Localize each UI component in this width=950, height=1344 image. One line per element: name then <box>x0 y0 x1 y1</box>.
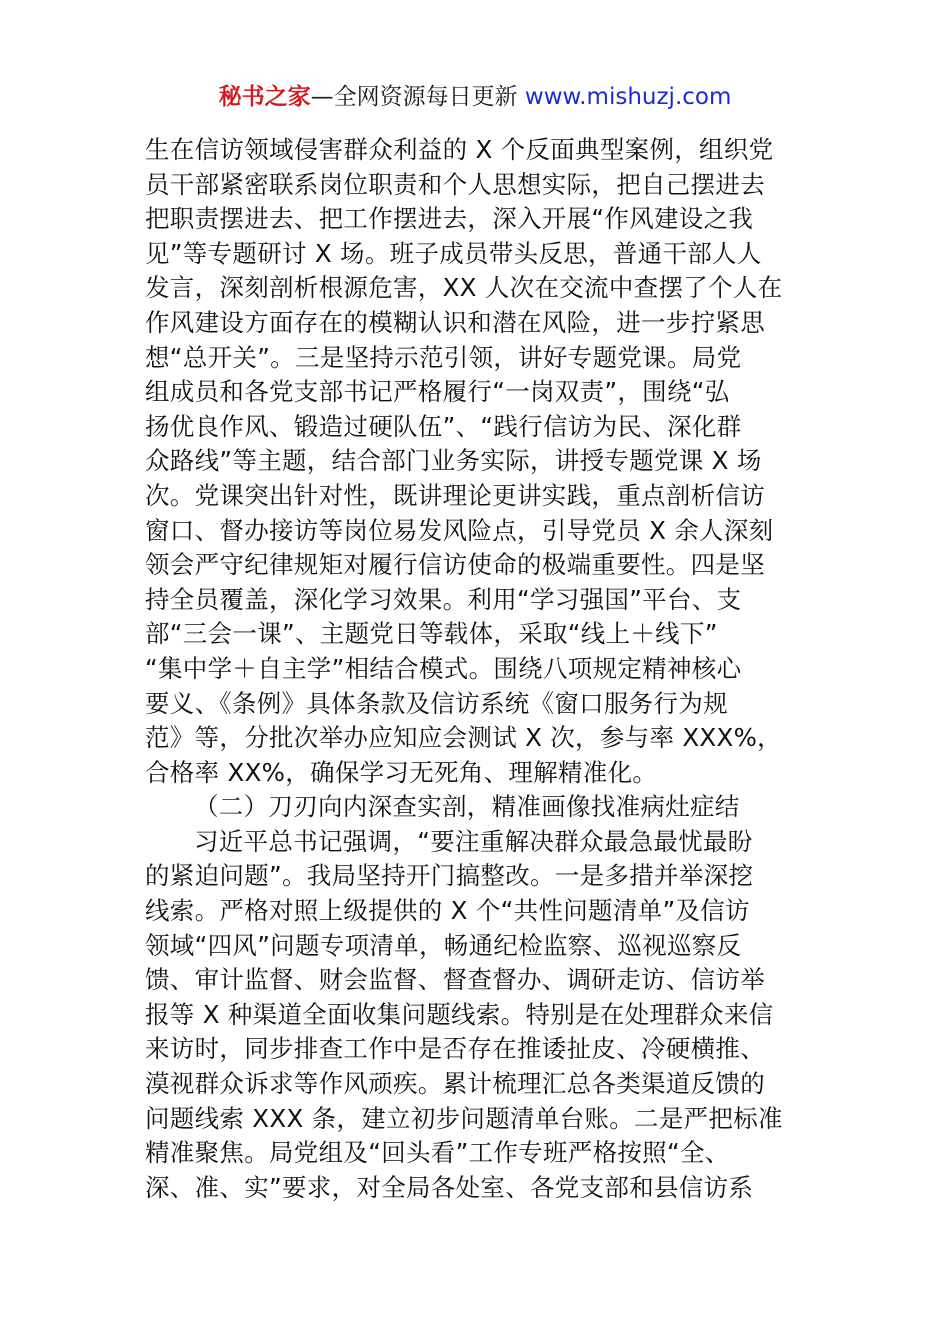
brand-name[interactable]: 秘书之家 <box>218 84 311 110</box>
body-line: 习近平总书记强调，“要注重解决群众最急最忧最盼 <box>194 826 753 856</box>
body-line: 问题线索 XXX 条，建立初步问题清单台账。二是严把标准 <box>145 1103 783 1133</box>
body-line: 报等 X 种渠道全面收集问题线索。特别是在处理群众来信 <box>145 999 774 1029</box>
body-line: 要义、《条例》具体条款及信访系统《窗口服务行为规 <box>145 688 728 718</box>
body-line: 持全员覆盖，深化学习效果。利用“学习强国”平台、支 <box>145 584 742 614</box>
body-line: 深、准、实”要求，对全局各处室、各党支部和县信访系 <box>145 1172 754 1202</box>
body-line: 的紧迫问题”。我局坚持开门搞整改。一是多措并举深挖 <box>145 861 754 891</box>
section-heading: （二）刀刃向内深查实剖，精准画像找准病灶症结 <box>194 792 740 822</box>
body-line: 窗口、督办接访等岗位易发风险点，引导党员 X 余人深刻 <box>145 515 774 545</box>
body-line: 组成员和各党支部书记严格履行“一岗双责”，围绕“弘 <box>145 377 730 407</box>
page-header <box>0 80 950 114</box>
body-line: 精准聚焦。局党组及“回头看”工作专班严格按照“全、 <box>145 1138 730 1168</box>
body-line: 见”等专题研讨 X 场。班子成员带头反思，普通干部人人 <box>145 238 762 268</box>
body-line: 馈、审计监督、财会监督、督查督办、调研走访、信访举 <box>145 965 765 995</box>
body-line: 线索。严格对照上级提供的 X 个“共性问题清单”及信访 <box>145 896 750 926</box>
document-body <box>145 133 815 1205</box>
site-url-link[interactable]: www.mishuzj.com <box>524 84 732 110</box>
body-line: 领域“四风”问题专项清单，畅通纪检监察、巡视巡察反 <box>145 930 742 960</box>
body-line: 发言，深刻剖析根源危害，XX 人次在交流中查摆了个人在 <box>145 273 783 303</box>
body-line: 漠视群众诉求等作风顽疾。累计梳理汇总各类渠道反馈的 <box>145 1069 765 1099</box>
body-line: 部“三会一课”、主题党日等载体，采取“线上＋线下” <box>145 619 718 649</box>
body-line: 众路线”等主题，结合部门业务实际，讲授专题党课 X 场 <box>145 446 762 476</box>
body-line: 扬优良作风、锻造过硬队伍”、“践行信访为民、深化群 <box>145 411 742 441</box>
body-line: 领会严守纪律规矩对履行信访使命的极端重要性。四是坚 <box>145 550 765 580</box>
body-line: 来访时，同步排查工作中是否存在推诿扯皮、冷硬横推、 <box>145 1034 765 1064</box>
body-line: 把职责摆进去、把工作摆进去，深入开展“作风建设之我 <box>145 204 754 234</box>
body-line: 合格率 XX%，确保学习无死角、理解精准化。 <box>145 757 658 787</box>
body-line: 生在信访领域侵害群众利益的 X 个反面典型案例，组织党 <box>145 135 774 164</box>
body-line: 范》等，分批次举办应知应会测试 X 次，参与率 XXX%， <box>145 723 782 753</box>
body-line: 想“总开关”。三是坚持示范引领，讲好专题党课。局党 <box>145 342 742 372</box>
body-line: 次。党课突出针对性，既讲理论更讲实践，重点剖析信访 <box>145 480 765 510</box>
body-line: 作风建设方面存在的模糊认识和潜在风险，进一步拧紧思 <box>145 307 765 337</box>
body-line: “集中学＋自主学”相结合模式。围绕八项规定精神核心 <box>145 653 742 683</box>
body-line: 员干部紧密联系岗位职责和个人思想实际，把自己摆进去 <box>145 169 765 199</box>
header-tagline: —全网资源每日更新 <box>310 84 518 110</box>
